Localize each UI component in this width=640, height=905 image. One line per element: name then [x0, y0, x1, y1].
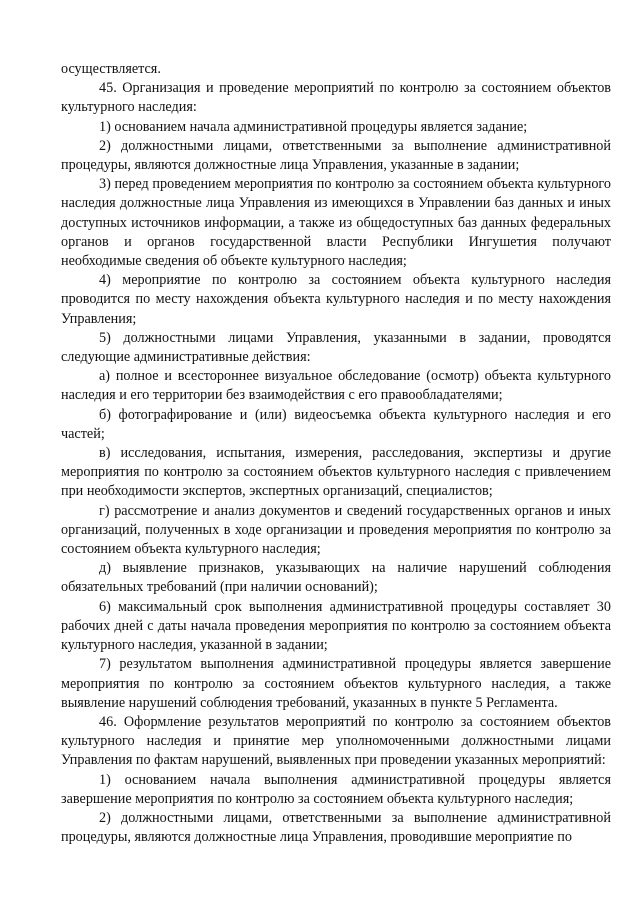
paragraph: б) фотографирование и (или) видеосъемка объекта культурного наследия и его частей;	[61, 406, 611, 442]
paragraph: 6) максимальный срок выполнения административной процедуры составляет 30 рабочих дней с даты начала проведения мероприятия по контролю за состоянием объекта культурного наследия, указанной в задании;	[61, 598, 611, 654]
paragraph: 1) основанием начала административной процедуры является задание;	[99, 118, 528, 135]
paragraph: в) исследования, испытания, измерения, расследования, экспертизы и другие мероприятия по контролю за состоянием объектов культурного наследия с привлечением при необходимости экспертов, экспертных организаций, специалистов;	[61, 445, 611, 500]
paragraph: 1) основанием начала выполнения административной процедуры является завершение мероприятия по контролю за состоянием объекта культурного наследия;	[61, 771, 611, 807]
paragraph: г) рассмотрение и анализ документов и сведений государственных органов и иных организаций, полученных в ходе организации и проведения мероприятия по контролю за состоянием объекта культурного наследия;	[61, 502, 611, 558]
paragraph: 5) должностными лицами Управления, указанными в задании, проводятся следующие административные действия:	[61, 329, 611, 366]
paragraph: 2) должностными лицами, ответственными за выполнение административной процедуры, являются должностные лица Управления, указанные в задании;	[61, 137, 611, 174]
paragraph: 46. Оформление результатов мероприятий по контролю за состоянием объектов культурного наследия и принятие мер уполномоченными должностными лицами Управления по фактам нарушений, выявленных при проведении указанных мероприятий:	[61, 713, 611, 769]
paragraph: 45. Организация и проведение мероприятий по контролю за состоянием объектов культурного наследия:	[61, 80, 611, 116]
paragraph: д) выявление признаков, указывающих на наличие нарушений соблюдения обязательных требований (при наличии оснований);	[61, 560, 611, 596]
paragraph: 7) результатом выполнения административной процедуры является завершение мероприятия по контролю за состоянием объектов культурного наследия, а также выявление нарушений соблюдения требований, указанных в пункте 5 Регламента.	[61, 656, 611, 711]
paragraph: 2) должностными лицами, ответственными за выполнение административной процедуры, являются должностные лица Управления, проводившие мероприятие по	[61, 809, 611, 846]
paragraph: 3) перед проведением мероприятия по контролю за состоянием объекта культурного наследия должностные лица Управления из имеющихся в Управлении баз данных и иных доступных источников информации, а также из общедоступных баз данных федеральных органов и органов государственной власти Республики Ингушетия получают необходимые сведения об объекте культурного наследия;	[61, 176, 611, 270]
paragraph: а) полное и всестороннее визуальное обследование (осмотр) объекта культурного наследия и его территории без взаимодействия с его правообладателями;	[61, 368, 611, 404]
paragraph: осуществляется.	[61, 61, 161, 77]
document-page	[61, 60, 611, 847]
paragraph: 4) мероприятие по контролю за состоянием объекта культурного наследия проводится по месту нахождения объекта культурного наследия и по месту нахождения Управления;	[61, 272, 611, 327]
